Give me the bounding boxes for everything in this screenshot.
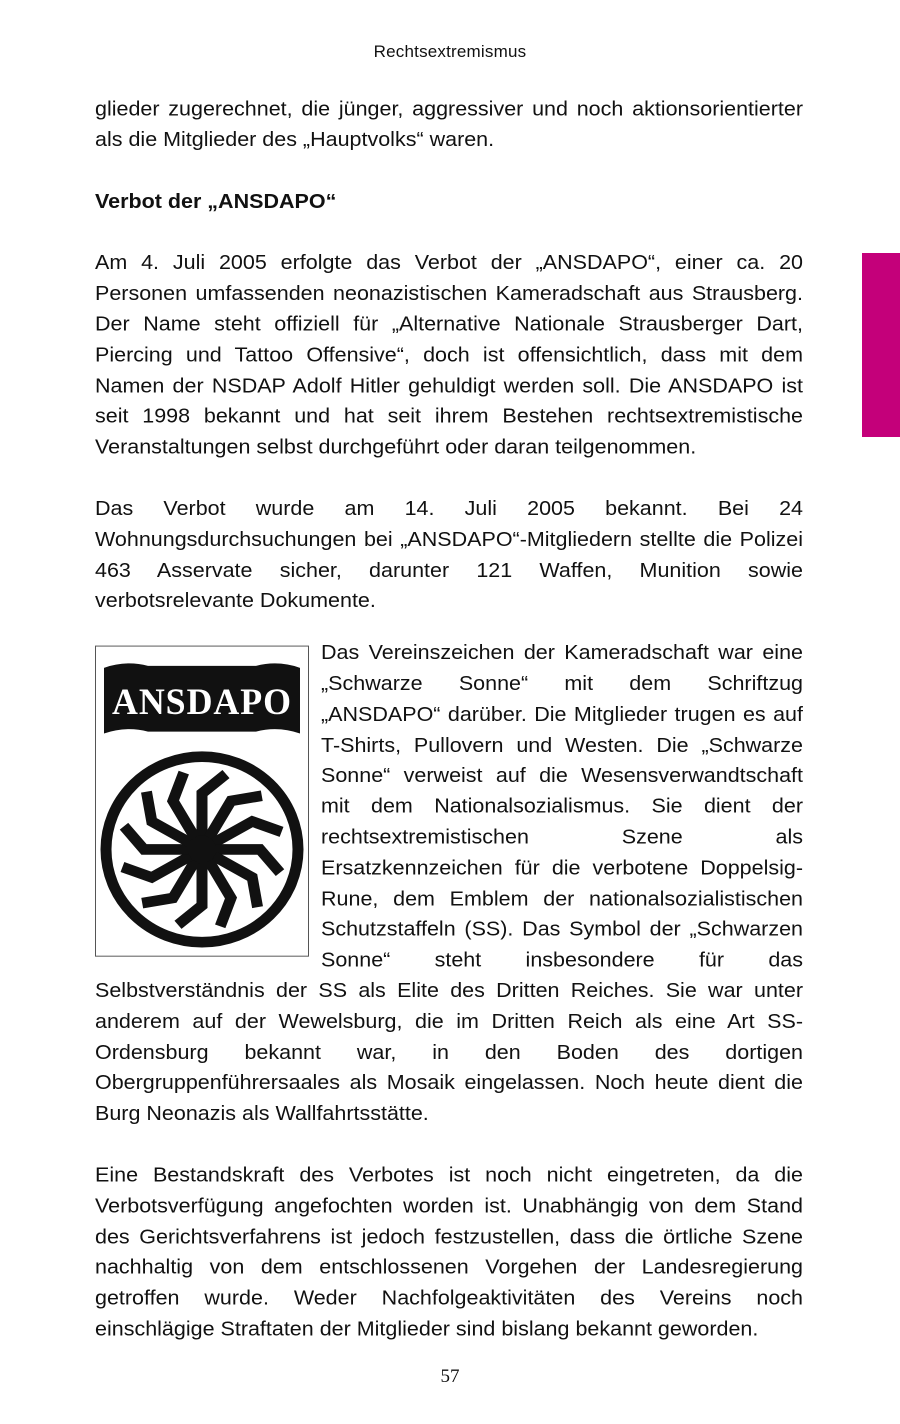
emblem-figure (95, 646, 309, 957)
black-sun-symbol (106, 757, 298, 942)
page-number: 57 (440, 1366, 460, 1387)
spacer (95, 463, 803, 494)
section-heading: Verbot der „ANSDAPO“ (95, 189, 337, 213)
paragraph-legal-status: Eine Bestandskraft des Verbotes ist noch nicht eingetreten, da die Verbotsverfügung angefochten worden ist. Unabhängig von dem Stand des Gerichtsverfahrens ist jedoch festzustellen, dass die örtliche Szene nachhaltig von dem entschlossenen Vorgehen der Landesregierung getroffen wurde. Weder Nachfolgeaktivitäten des Vereins noch einschlägige Straftaten der Mitglieder sind bislang bekannt geworden. (95, 1163, 803, 1341)
spacer (95, 217, 803, 248)
emblem-image (96, 647, 308, 956)
chapter-tab-marker (862, 253, 900, 437)
running-header: Rechtsextremismus (373, 42, 527, 61)
paragraph-continuation: glieder zugerechnet, die jünger, aggressiver und noch aktionsorientierter als die Mitglieder des „Hauptvolks“ waren. (95, 96, 803, 151)
spacer (95, 617, 803, 638)
spacer (95, 155, 803, 186)
spacer (95, 1129, 803, 1160)
emblem-banner-text: ANSDAPO (112, 682, 292, 724)
paragraph-emblem-description: Das Vereinszeichen der Kameradschaft war eine „Schwarze Sonne“ mit dem Schriftzug „ANSDAPO“ darüber. Die Mitglieder trugen es auf T-Shirts, Pullovern und Westen. Die „Schwarze Sonne“ verweist auf die Wesensverwandtschaft mit dem Nationalsozialismus. Sie dient der rechtsextremistischen Szene als Ersatzkennzeichen für die verbotene Doppelsig-Rune, dem Emblem der nationalsozialistischen Schutzstaffeln (SS). Das Symbol der „Schwarzen Sonne“ steht insbesondere für das Selbstverständnis der SS als Elite des Dritten Reiches. Sie war unter anderem auf der Wewelsburg, die im Dritten Reich als eine Art SS-Ordensburg bekannt war, in den Boden des dortigen Obergruppenführersaales als Mosaik eingelassen. Noch heute dient die Burg Neonazis als Wallfahrtsstätte. (95, 640, 803, 1125)
paragraph-ban-announcement: Das Verbot wurde am 14. Juli 2005 bekannt. Bei 24 Wohnungsdurchsuchungen bei „ANSDAPO“-Mitgliedern stellte die Polizei 463 Asservate sicher, darunter 121 Waffen, Munition sowie verbotsrelevante Dokumente. (95, 496, 803, 613)
page-body (95, 94, 803, 1345)
paragraph-ban-intro: Am 4. Juli 2005 erfolgte das Verbot der „ANSDAPO“, einer ca. 20 Personen umfassenden neonazistischen Kameradschaft aus Strausberg. Der Name steht offiziell für „Alternative Nationale Strausberger Dart, Piercing und Tattoo Offensive“, doch ist offensichtlich, dass mit dem Namen der NSDAP Adolf Hitler gehuldigt werden soll. Die ANSDAPO ist seit 1998 bekannt und hat seit ihrem Bestehen rechtsextremistische Veranstaltungen selbst durchgeführt oder daran teilgenommen. (95, 250, 803, 459)
